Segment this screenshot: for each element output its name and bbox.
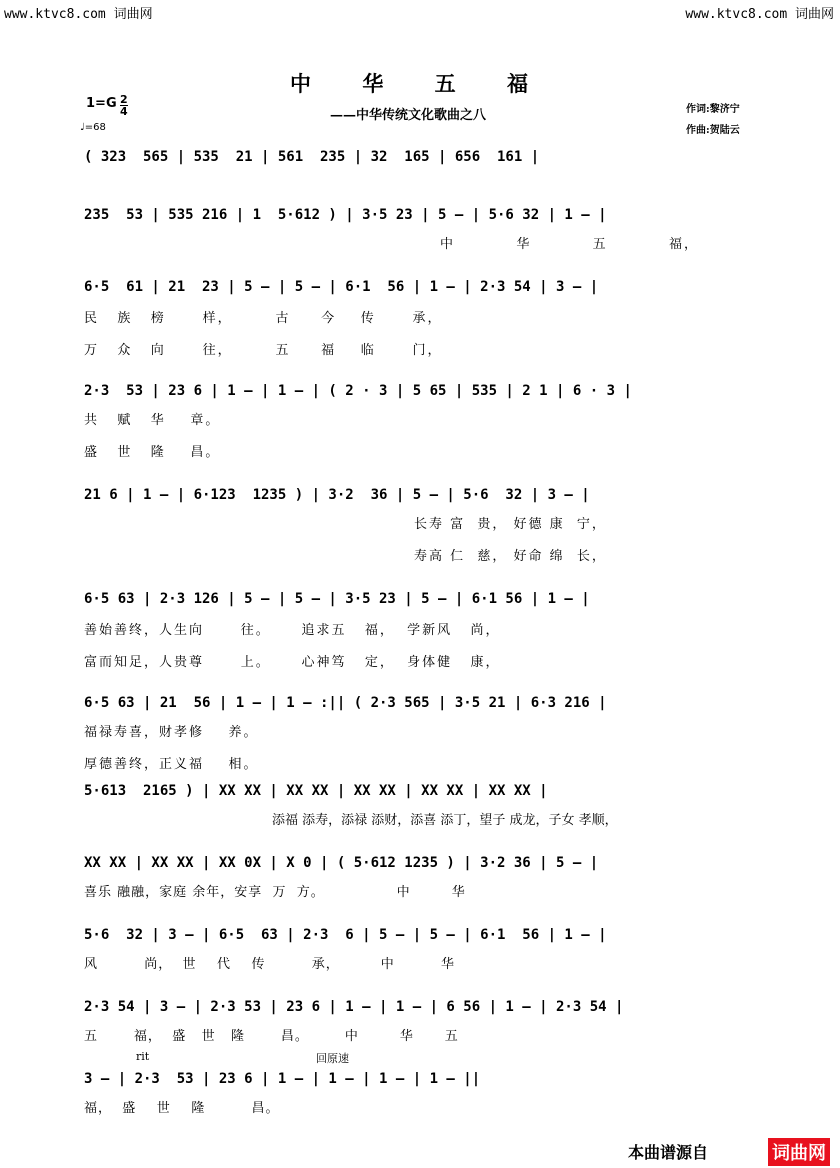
time-signature — [120, 94, 128, 117]
score-line-2: 235 53 | 535 216 | 1 5·612 ) | 3·5 23 | 5 — | 5·6 32 | 1 — | — [84, 207, 607, 223]
return-tempo-marking: 回原速 — [316, 1052, 349, 1065]
song-subtitle: ——中华传统文化歌曲之八 — [330, 108, 487, 123]
source-footer: 本曲谱源自 — [628, 1143, 709, 1162]
lyric-line-4b: 盛 世 隆 昌。 — [84, 445, 221, 460]
time-signature-top: 2 — [120, 93, 128, 106]
score-line-5: 21 6 | 1 — | 6·123 1235 ) | 3·2 36 | 5 — | 5·6 32 | 3 — | — [84, 487, 590, 503]
score-line-9: XX XX | XX XX | XX 0X | X 0 | ( 5·612 1235 ) | 3·2 36 | 5 — | — [84, 855, 599, 871]
watermark-left: www.ktvc8.com 词曲网 — [4, 7, 153, 22]
score-line-6: 6·5 63 | 2·3 126 | 5 — | 5 — | 3·5 23 | 5 — | 6·1 56 | 1 — | — [84, 591, 590, 607]
lyric-line-12a: 福， 盛 世 隆 昌。 — [84, 1101, 280, 1116]
score-line-11: 2·3 54 | 3 — | 2·3 53 | 23 6 | 1 — | 1 — | 6 56 | 1 — | 2·3 54 | — [84, 999, 624, 1015]
lyric-line-7b: 厚德善终，正义福 相。 — [84, 757, 259, 772]
lyric-line-11a: 五 福， 盛 世 隆 昌。 中 华 五 — [84, 1029, 459, 1044]
score-line-7: 6·5 63 | 21 56 | 1 — | 1 — :|| ( 2·3 565 | 3·5 21 | 6·3 216 | — [84, 695, 607, 711]
score-line-8: 5·613 2165 ) | XX XX | XX XX | XX XX | XX XX | XX XX | — [84, 783, 548, 799]
lyric-line-3b: 万 众 向 往， 五 福 临 门， — [84, 343, 443, 358]
lyric-line-10a: 风 尚， 世 代 传 承， 中 华 — [84, 957, 455, 972]
score-line-3: 6·5 61 | 21 23 | 5 — | 5 — | 6·1 56 | 1 — | 2·3 54 | 3 — | — [84, 279, 599, 295]
lyric-line-7a: 福禄寿喜，财孝修 养。 — [84, 725, 259, 740]
lyric-line-9a: 喜乐 融融，家庭 余年，安享 万 方。 中 华 — [84, 885, 466, 900]
score-line-1: ( 323 565 | 535 21 | 561 235 | 32 165 | 656 161 | — [84, 149, 540, 165]
score-line-12: 3 — | 2·3 53 | 23 6 | 1 — | 1 — | 1 — | 1 — || — [84, 1071, 481, 1087]
score-line-4: 2·3 53 | 23 6 | 1 — | 1 — | ( 2 · 3 | 5 65 | 535 | 2 1 | 6 · 3 | — [84, 383, 632, 399]
brand-logo[interactable]: 词曲网 — [768, 1138, 830, 1166]
key-signature: 1=G — [86, 96, 117, 111]
score-line-10: 5·6 32 | 3 — | 6·5 63 | 2·3 6 | 5 — | 5 — | 6·1 56 | 1 — | — [84, 927, 607, 943]
lyric-line-6a: 善始善终，人生向 往。 追求五 福， 学新风 尚， — [84, 623, 501, 638]
lyric-line-5a: 长寿 富 贵， 好德 康 宁， — [414, 517, 607, 532]
composer: 作曲:贺陆云 — [686, 125, 740, 136]
lyric-line-3a: 民 族 榜 样， 古 今 传 承， — [84, 311, 443, 326]
tempo-marking: ♩=68 — [80, 122, 106, 133]
lyric-line-5b: 寿高 仁 慈， 好命 绵 长， — [414, 549, 607, 564]
lyric-line-4a: 共 赋 华 章。 — [84, 413, 221, 428]
lyric-line-8a: 添福 添寿，添禄 添财，添喜 添丁，望子 成龙，子女 孝顺， — [272, 813, 618, 828]
watermark-right: www.ktvc8.com 词曲网 — [685, 7, 834, 22]
song-title: 中 华 五 福 — [290, 71, 550, 96]
time-signature-bottom: 4 — [120, 105, 128, 118]
rit-marking: rit — [136, 1050, 150, 1063]
lyricist: 作词:黎济宁 — [686, 104, 740, 115]
lyric-line-6b: 富而知足，人贵尊 上。 心神笃 定， 身体健 康， — [84, 655, 501, 670]
lyric-line-2a: 中 华 五 福， — [440, 237, 699, 252]
